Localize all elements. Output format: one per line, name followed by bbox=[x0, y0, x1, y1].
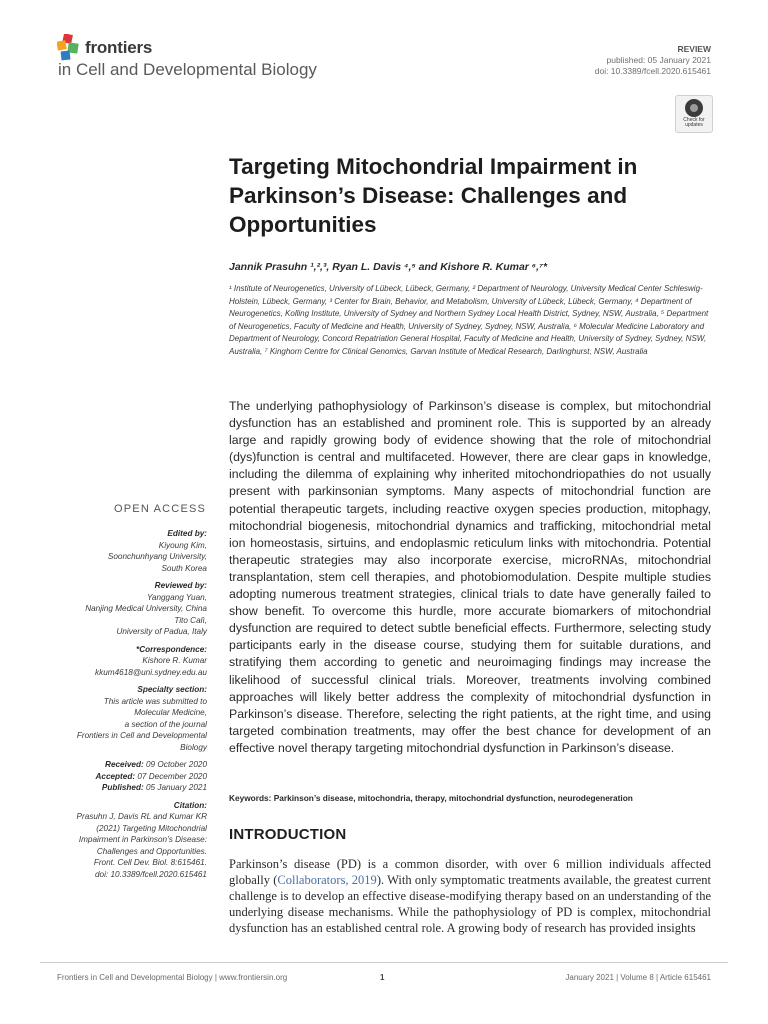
published-value: 05 January 2021 bbox=[146, 783, 207, 792]
correspondence-email[interactable]: kkum4618@uni.sydney.edu.au bbox=[95, 667, 207, 677]
specialty-section-label: Specialty section: bbox=[137, 685, 207, 694]
article-title: Targeting Mitochondrial Impairment in Parkinson’s Disease: Challenges and Opportunities bbox=[229, 154, 638, 237]
published-date-sidebar bbox=[27, 782, 207, 794]
introduction-paragraph bbox=[229, 856, 711, 936]
citation-doi[interactable]: doi: 10.3389/fcell.2020.615461 bbox=[95, 869, 207, 879]
page-number: 1 bbox=[380, 973, 385, 982]
citation-line: (2021) Targeting Mitochondrial bbox=[96, 823, 207, 833]
affiliations: ¹ Institute of Neurogenetics, University of Lübeck, Lübeck, Germany, ² Department of Neurology, University Medical Center Schleswig-Holstein, Lübeck, Germany, ³ Center for Brain, Behavior, and Metabolism, University of Lübeck, Lübeck, Germany, ⁴ Department of Neurogenetics, Kolling Institute, University of Sydney and Northern Sydney Local Health District, Sydney, NSW, Australia, ⁵ Department of Neurogenetics, Faculty of Medicine and Health, University of Sydney, Sydney, NSW, Australia, ⁶ Molecular Medicine Laboratory and Department of Neurology, Concord Repatriation General Hospital, Faculty of Medicine and Health, University of Sydney, Sydney, NSW, Australia, ⁷ Kinghorn Centre for Clinical Genomics, Garvan Institute of Medical Research, Darlinghurst, NSW, Australia bbox=[229, 284, 709, 356]
intro-text-rest: ). With only symptomatic treatments available, the greatest current challenge is to develop an effective disease-modifying therapy based on an understanding of the underlying disease mechanisms. While the pathophysiology of PD is complex, mitochondrial dysfunction has an established central role. A growing body of research has provided insights bbox=[229, 873, 711, 935]
check-updates-label-2: updates bbox=[685, 122, 703, 128]
editor-line: South Korea bbox=[161, 563, 207, 573]
article-type: REVIEW bbox=[677, 44, 711, 54]
check-updates-icon bbox=[685, 99, 703, 117]
received-value: 09 October 2020 bbox=[146, 760, 207, 769]
edited-by-label: Edited by: bbox=[167, 529, 207, 538]
received-date bbox=[27, 759, 207, 771]
section-heading-introduction: INTRODUCTION bbox=[229, 826, 347, 843]
correspondence-name: Kishore R. Kumar bbox=[142, 656, 207, 665]
footer-journal[interactable]: Frontiers in Cell and Developmental Biology | www.frontiersin.org bbox=[57, 973, 288, 982]
check-updates-label-1: Check for bbox=[683, 117, 705, 123]
article-info-sidebar bbox=[27, 528, 207, 880]
reviewer-line: Nanjing Medical University, China bbox=[85, 604, 207, 613]
citation-line: Impairment in Parkinson’s Disease: bbox=[78, 835, 207, 844]
citation-label: Citation: bbox=[173, 800, 207, 810]
citation-link[interactable]: Collaborators, 2019 bbox=[277, 873, 377, 887]
citation-line: Front. Cell Dev. Biol. 8:615461. bbox=[93, 858, 207, 867]
article-doi[interactable]: doi: 10.3389/fcell.2020.615461 bbox=[594, 66, 711, 76]
reviewer-line: Yanggang Yuan, bbox=[147, 592, 207, 602]
reviewer-line: University of Padua, Italy bbox=[116, 627, 207, 636]
specialty-line: Biology bbox=[180, 742, 207, 752]
reviewer-line: Tito Calì, bbox=[174, 615, 207, 625]
received-label: Received: bbox=[105, 760, 144, 769]
accepted-date bbox=[27, 771, 207, 783]
frontiers-logo-icon bbox=[57, 34, 81, 62]
author-list: Jannik Prasuhn ¹,²,³, Ryan L. Davis ⁴,⁵ and Kishore R. Kumar ⁶,⁷* bbox=[229, 261, 548, 273]
specialty-line: This article was submitted to bbox=[103, 696, 207, 706]
footer-divider bbox=[40, 962, 728, 963]
article-meta bbox=[595, 44, 711, 77]
reviewed-by-label: Reviewed by: bbox=[154, 581, 207, 590]
intro-text-start: Parkinson’s disease (PD) is a common disorder, with over 6 million individuals affected globally ( bbox=[229, 857, 711, 887]
accepted-value: 07 December 2020 bbox=[137, 771, 207, 781]
brand-name[interactable]: frontiers bbox=[85, 38, 153, 57]
editor-line: Soonchunhyang University, bbox=[107, 552, 207, 561]
abstract: The underlying pathophysiology of Parkinson’s disease is complex, but mitochondrial dysfunction has an established and prominent role. This is supported by an already large and rapidly growing body of evidence showing that the role of mitochondrial (dys)function is central and multifaceted. However, there are clear gaps in knowledge, including the dilemma of explaining why inherited mitochondriopathies do not usually present with parkinsonian symptoms. Many aspects of mitochondrial function are potential therapeutic targets, including reactive oxygen species production, mitophagy, mitochondrial biogenesis, mitochondrial dynamics and trafficking, mitochondrial metal ion homeostasis, sirtuins, and endoplasmic reticulum links with mitochondria. Potential therapeutic strategies may also incorporate exercise, microRNAs, mitochondrial transplantation, stem cell therapies, and photobiomodulation. Despite multiple studies adopting numerous treatment strategies, clinical trials to date have generally failed to show benefit. To overcome this hurdle, more accurate biomarkers of mitochondrial dysfunction are required to detect subtle beneficial effects. Furthermore, selecting study participants early in the disease course, studying them for suitable durations, and stratifying them according to genetic and neuroimaging findings may increase the likelihood of successful clinical trials. Moreover, treatments involving combined approaches will likely better address the complexity of mitochondrial dysfunction in Parkinson’s disease. Therefore, selecting the right patients, at the right time, and using targeted combination treatments, may offer the best chance for development of an effective novel therapy targeting mitochondrial dysfunction in Parkinson’s disease. bbox=[229, 399, 711, 755]
correspondence-label: *Correspondence: bbox=[136, 644, 207, 654]
accepted-label: Accepted: bbox=[95, 771, 136, 781]
published-date: published: 05 January 2021 bbox=[606, 55, 711, 65]
specialty-line: a section of the journal bbox=[124, 719, 207, 729]
editor-line: Kiyoung Kim, bbox=[158, 540, 207, 550]
specialty-line: Molecular Medicine, bbox=[134, 708, 207, 717]
citation-line: Prasuhn J, Davis RL and Kumar KR bbox=[76, 812, 207, 821]
journal-name[interactable]: in Cell and Developmental Biology bbox=[58, 60, 317, 79]
citation-line: Challenges and Opportunities. bbox=[96, 846, 207, 856]
specialty-line: Frontiers in Cell and Developmental bbox=[76, 731, 207, 740]
check-for-updates-badge[interactable] bbox=[675, 95, 713, 133]
open-access-label: OPEN ACCESS bbox=[114, 503, 207, 515]
footer-issue: January 2021 | Volume 8 | Article 615461 bbox=[565, 973, 711, 982]
published-label: Published: bbox=[101, 783, 144, 792]
keywords: Keywords: Parkinson’s disease, mitochondria, therapy, mitochondrial dysfunction, neurodegeneration bbox=[229, 793, 633, 803]
